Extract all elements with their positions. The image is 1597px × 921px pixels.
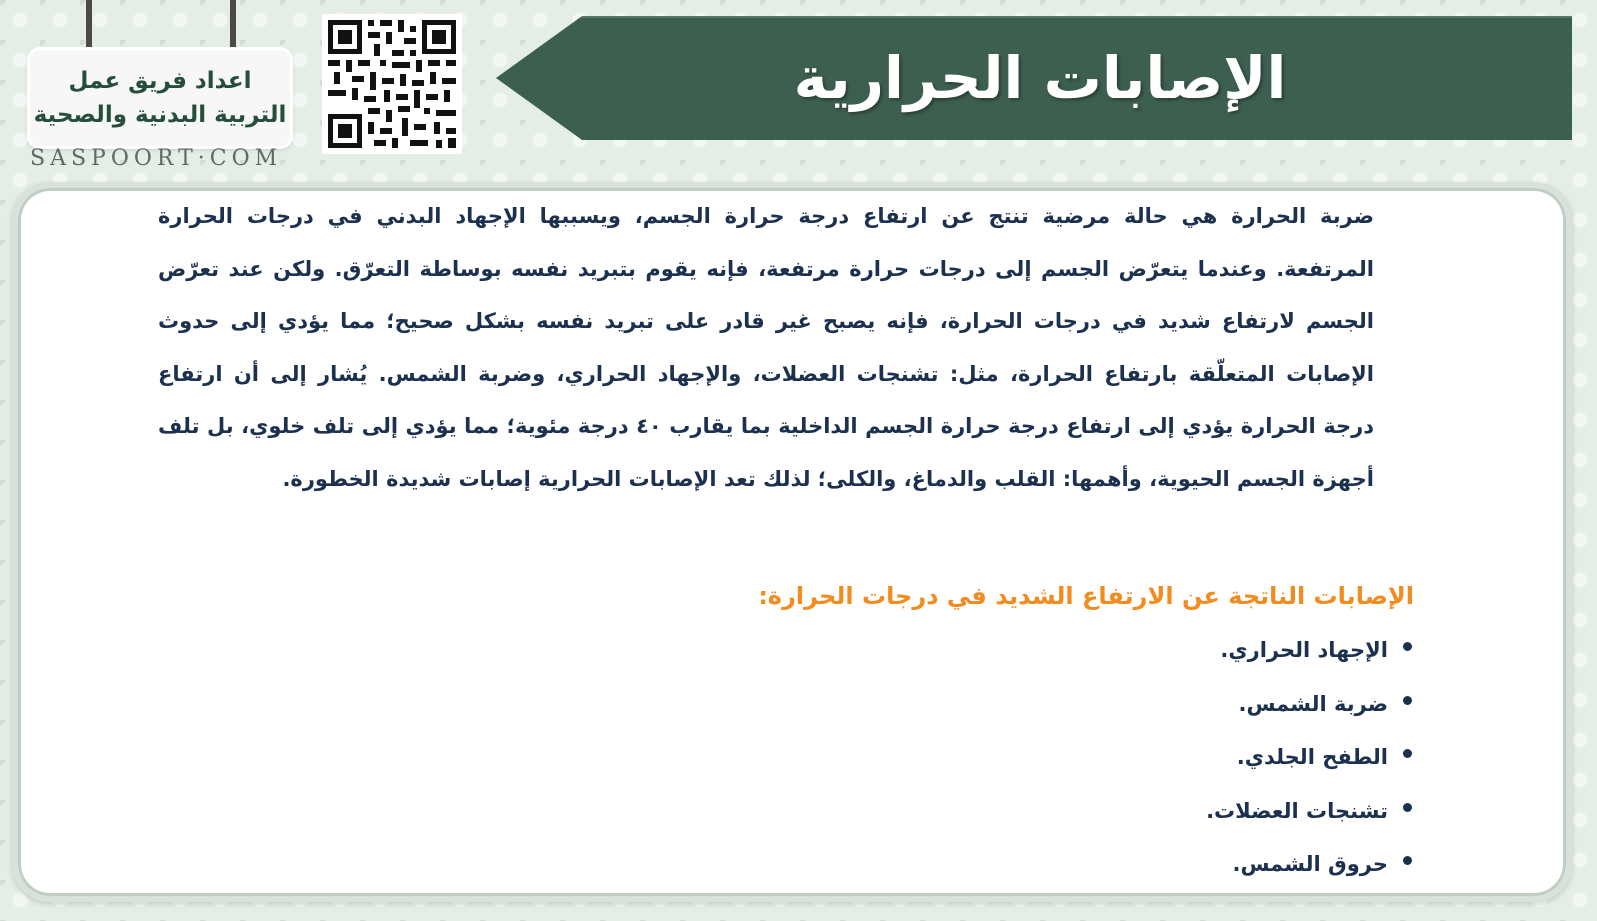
hanging-string-left: [86, 0, 92, 52]
injuries-list: [800, 630, 1412, 898]
credit-box: [30, 50, 290, 146]
list-item-heat-exhaustion: الإجهاد الحراري.: [800, 630, 1412, 684]
list-item-heat-stroke: ضربة الشمس.: [800, 684, 1412, 738]
site-label: SASPOORT·COM: [30, 146, 283, 171]
list-item-sunburn: حروق الشمس.: [800, 844, 1412, 898]
injuries-subheading: الإصابات الناتجة عن الارتفاع الشديد في درجات الحرارة:: [758, 582, 1414, 610]
list-item-muscle-cramps: تشنجات العضلات.: [800, 791, 1412, 845]
credit-line-1: اعداد فريق عمل: [68, 68, 252, 94]
hanging-string-right: [230, 0, 236, 52]
page-title: الإصابات الحرارية: [793, 44, 1287, 112]
qr-code-icon: [322, 14, 462, 154]
list-item-skin-rash: الطفح الجلدي.: [800, 737, 1412, 791]
credit-line-2: التربية البدنية والصحية: [33, 102, 287, 128]
intro-paragraph: ضربة الحرارة هي حالة مرضية تنتج عن ارتفاع درجة حرارة الجسم، ويسببها الإجهاد البدني في درجات الحرارة المرتفعة. وعندما يتعرّض الجسم إلى درجات حرارة مرتفعة، فإنه يقوم بتبريد نفسه بوساطة التعرّق. ولكن عند تعرّض الجسم لارتفاع شديد في درجات الحرارة، فإنه يصبح غير قادر على تبريد نفسه بشكل صحيح؛ مما يؤدي إلى حدوث الإصابات المتعلّقة بارتفاع الحرارة، مثل: تشنجات العضلات، والإجهاد الحراري، وضربة الشمس. يُشار إلى أن ارتفاع درجة الحرارة يؤدي إلى ارتفاع درجة حرارة الجسم الداخلية بما يقارب ٤٠ درجة مئوية؛ مما يؤدي إلى تلف خلوي، بل تلف أجهزة الجسم الحيوية، وأهمها: القلب والدماغ، والكلى؛ لذلك تعد الإصابات الحرارية إصابات شديدة الخطورة.: [158, 204, 1374, 491]
